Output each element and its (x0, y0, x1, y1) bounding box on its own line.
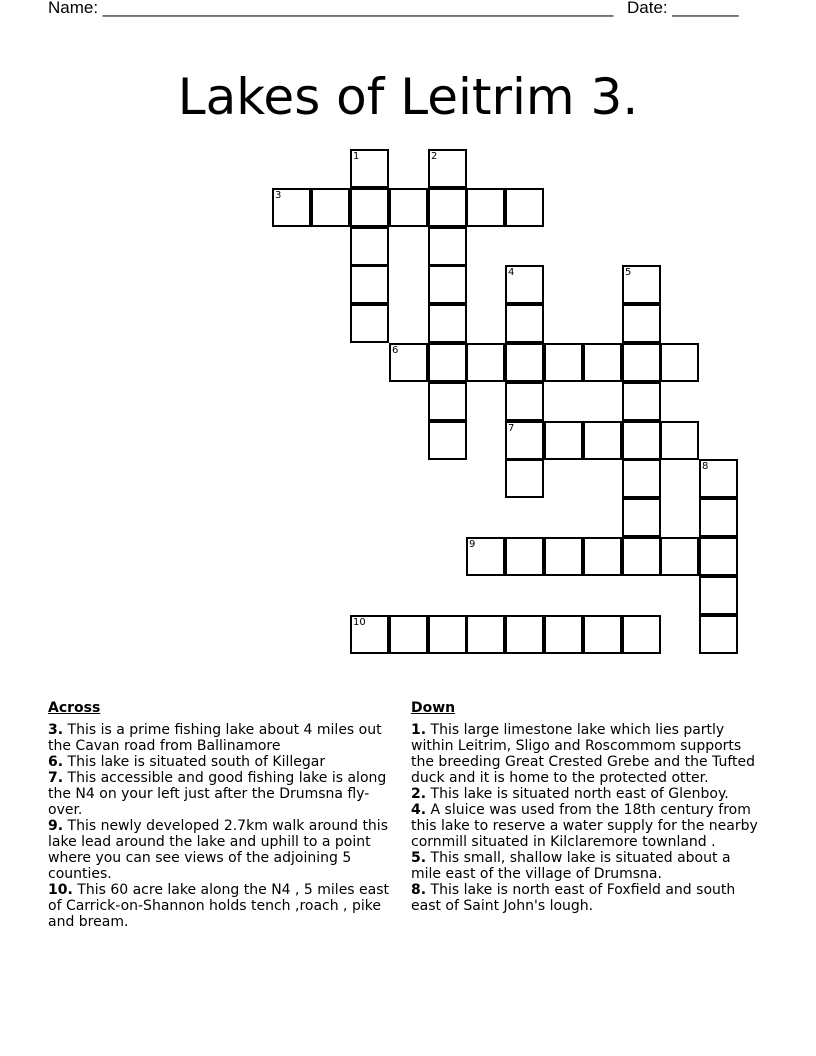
clue-number-label: 4 (508, 267, 515, 278)
crossword-cell[interactable] (622, 382, 661, 421)
crossword-cell[interactable] (622, 459, 661, 498)
clue-number-label: 10 (353, 617, 366, 628)
crossword-cell[interactable] (544, 537, 583, 576)
down-heading: Down (411, 700, 456, 716)
crossword-cell[interactable] (544, 421, 583, 460)
crossword-cell[interactable] (428, 615, 467, 654)
crossword-cell[interactable] (350, 265, 389, 304)
clue-number-label: 9 (469, 539, 476, 550)
crossword-cell[interactable] (660, 343, 699, 382)
crossword-cell[interactable] (660, 537, 699, 576)
crossword-cell[interactable] (505, 537, 544, 576)
crossword-cell[interactable] (505, 343, 544, 382)
crossword-cell[interactable] (350, 304, 389, 343)
across-clues (48, 700, 400, 930)
clue-number-label: 1 (353, 151, 360, 162)
down-clue (411, 802, 763, 850)
crossword-cell[interactable] (622, 304, 661, 343)
crossword-cell[interactable] (350, 149, 389, 188)
crossword-cell[interactable] (622, 421, 661, 460)
clue-number-label: 6 (392, 345, 399, 356)
crossword-cell[interactable] (583, 421, 622, 460)
crossword-cell[interactable] (622, 343, 661, 382)
down-clue-list (411, 722, 763, 914)
clue-number: 7. (48, 770, 64, 786)
name-field-label[interactable]: Name: ______________________________________________________ (48, 0, 614, 17)
crossword-cell[interactable] (428, 382, 467, 421)
across-clue (48, 882, 400, 930)
date-field-label[interactable]: Date: _______ (627, 0, 739, 17)
crossword-cell[interactable] (544, 343, 583, 382)
clue-number-label: 8 (702, 461, 709, 472)
clue-number: 8. (411, 882, 427, 898)
crossword-cell[interactable] (466, 343, 505, 382)
crossword-cell[interactable] (350, 188, 389, 227)
clue-number-label: 5 (625, 267, 632, 278)
crossword-cell[interactable] (272, 188, 311, 227)
down-clues (411, 700, 763, 914)
crossword-cell[interactable] (389, 615, 428, 654)
down-clue (411, 850, 763, 882)
clue-text: This newly developed 2.7km walk around this lake lead around the lake and uphill to a point where you can see views of the adjoining 5 counties. (48, 818, 388, 882)
crossword-cell[interactable] (505, 382, 544, 421)
crossword-cell[interactable] (505, 304, 544, 343)
clue-number-label: 2 (431, 151, 438, 162)
crossword-cell[interactable] (505, 459, 544, 498)
crossword-cell[interactable] (466, 615, 505, 654)
crossword-cell[interactable] (699, 576, 738, 615)
crossword-cell[interactable] (505, 188, 544, 227)
crossword-cell[interactable] (389, 188, 428, 227)
crossword-cell[interactable] (583, 615, 622, 654)
clue-number: 5. (411, 850, 427, 866)
crossword-cell[interactable] (622, 615, 661, 654)
crossword-cell[interactable] (699, 537, 738, 576)
clue-text: This small, shallow lake is situated about a mile east of the village of Drumsna. (411, 850, 731, 882)
crossword-cell[interactable] (505, 421, 544, 460)
clue-text: This lake is situated north east of Glenboy. (430, 786, 729, 802)
crossword-cell[interactable] (428, 265, 467, 304)
across-clue (48, 770, 400, 818)
crossword-cell[interactable] (350, 227, 389, 266)
across-clue (48, 818, 400, 882)
clue-number: 10. (48, 882, 73, 898)
clue-text: This 60 acre lake along the N4 , 5 miles east of Carrick-on-Shannon holds tench ,roach , pike and bream. (48, 882, 390, 930)
down-clue (411, 882, 763, 914)
down-clue (411, 786, 763, 802)
clue-number: 6. (48, 754, 64, 770)
crossword-cell[interactable] (544, 615, 583, 654)
crossword-cell[interactable] (699, 498, 738, 537)
crossword-cell[interactable] (311, 188, 350, 227)
crossword-cell[interactable] (389, 343, 428, 382)
crossword-cell[interactable] (505, 265, 544, 304)
clue-text: This lake is situated south of Killegar (67, 754, 326, 770)
crossword-cell[interactable] (699, 459, 738, 498)
clue-number-label: 3 (275, 190, 282, 201)
clue-number: 4. (411, 802, 427, 818)
crossword-cell[interactable] (428, 304, 467, 343)
crossword-cell[interactable] (660, 421, 699, 460)
crossword-cell[interactable] (622, 537, 661, 576)
clue-text: This accessible and good fishing lake is along the N4 on your left just after the Drumsna fly-over. (48, 770, 387, 818)
across-clue-list (48, 722, 400, 930)
crossword-cell[interactable] (428, 149, 467, 188)
across-clue (48, 754, 400, 770)
crossword-cell[interactable] (428, 188, 467, 227)
down-clue (411, 722, 763, 786)
clue-number: 3. (48, 722, 64, 738)
crossword-cell[interactable] (428, 343, 467, 382)
crossword-cell[interactable] (466, 537, 505, 576)
across-clue (48, 722, 400, 754)
across-heading: Across (48, 700, 101, 716)
crossword-cell[interactable] (622, 265, 661, 304)
clue-number: 9. (48, 818, 64, 834)
crossword-cell[interactable] (505, 615, 544, 654)
clue-text: A sluice was used from the 18th century from this lake to reserve a water supply for the nearby cornmill situated in Kilclaremore townland . (411, 802, 758, 850)
clue-text: This lake is north east of Foxfield and south east of Saint John's lough. (411, 882, 736, 914)
clue-number: 2. (411, 786, 427, 802)
crossword-cell[interactable] (466, 188, 505, 227)
clue-number: 1. (411, 722, 427, 738)
crossword-cell[interactable] (699, 615, 738, 654)
crossword-cell[interactable] (622, 498, 661, 537)
clue-text: This large limestone lake which lies partly within Leitrim, Sligo and Roscommom supports the breeding Great Crested Grebe and the Tufted duck and it is home to the protected otter. (411, 722, 756, 786)
clue-text: This is a prime fishing lake about 4 miles out the Cavan road from Ballinamore (48, 722, 382, 754)
crossword-cell[interactable] (428, 227, 467, 266)
clue-number-label: 7 (508, 423, 515, 434)
crossword-cell[interactable] (350, 615, 389, 654)
crossword-cell[interactable] (428, 421, 467, 460)
page-title: Lakes of Leitrim 3. (177, 67, 639, 126)
crossword-cell[interactable] (583, 343, 622, 382)
crossword-cell[interactable] (583, 537, 622, 576)
